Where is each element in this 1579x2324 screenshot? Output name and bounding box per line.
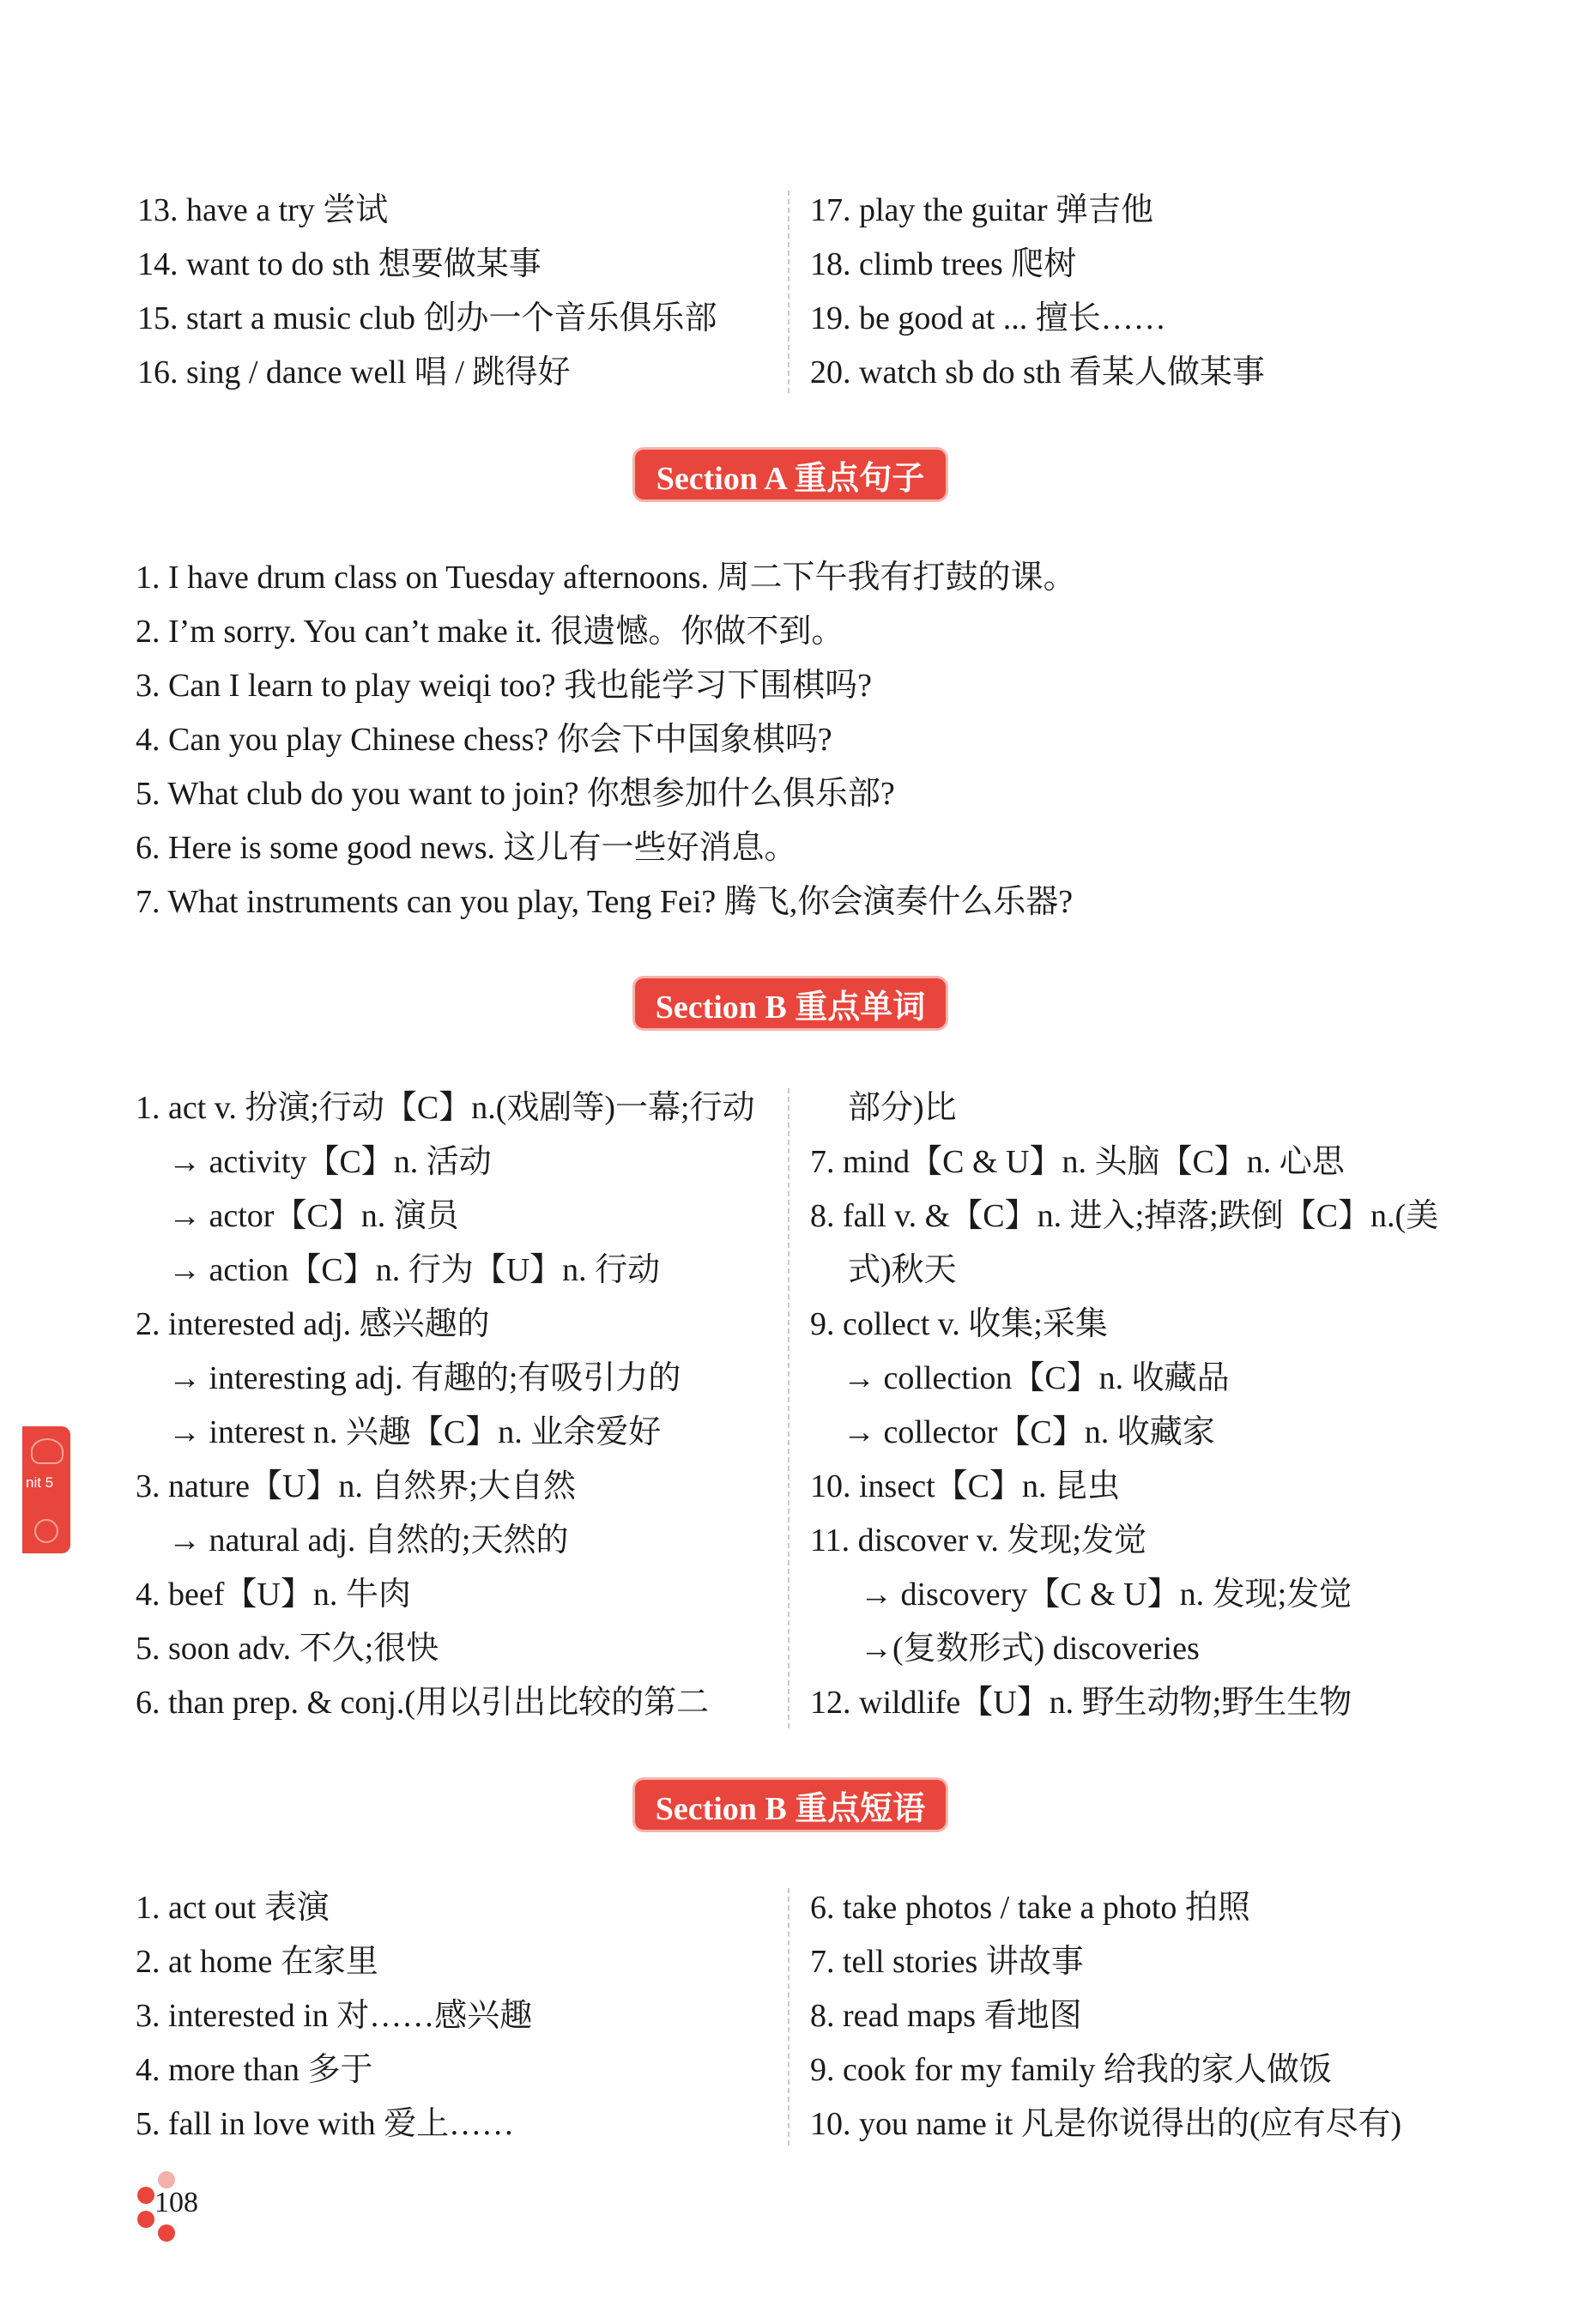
words-b-left-column <box>136 1081 755 1730</box>
sentences-a-list <box>136 551 1076 929</box>
word-entry: 12. wildlife【U】n. 野生动物;野生生物 <box>810 1685 1352 1721</box>
word-entry: 2. interested adj. 感兴趣的 <box>136 1306 490 1342</box>
phrase-item: 20. watch sb do sth 看某人做某事 <box>810 354 1265 390</box>
sentence-item: 6. Here is some good news. 这儿有一些好消息。 <box>136 830 797 866</box>
sentence-item: 5. What club do you want to join? 你想参加什么俱乐部? <box>136 776 895 812</box>
phrases-a-left-column <box>137 184 717 400</box>
phrase-item: 4. more than 多于 <box>136 2052 373 2088</box>
page-number: 108 <box>154 2187 198 2218</box>
word-entry: 6. than prep. & conj.(用以引出比较的第二 <box>136 1685 710 1721</box>
sentence-item: 3. Can I learn to play weiqi too? 我也能学习下围棋吗? <box>136 668 873 704</box>
sentence-item: 1. I have drum class on Tuesday afternoons. 周二下午我有打鼓的课。 <box>136 560 1076 596</box>
word-entry: 1. act v. 扮演;行动【C】n.(戏剧等)一幕;行动 <box>136 1090 755 1126</box>
section-header-sentences-a: Section A 重点句子 <box>635 450 946 499</box>
phrase-item: 18. climb trees 爬树 <box>810 246 1077 282</box>
unit-side-tab <box>22 1426 70 1553</box>
word-entry-continuation: 式)秋天 <box>848 1252 957 1288</box>
word-derivative: → natural adj. 自然的;天然的 <box>168 1522 569 1558</box>
column-divider <box>788 191 790 393</box>
word-entry: 11. discover v. 发现;发觉 <box>810 1522 1146 1558</box>
hexagon-icon <box>158 2224 175 2242</box>
word-entry: 10. insect【C】n. 昆虫 <box>810 1468 1120 1504</box>
sentence-item: 4. Can you play Chinese chess? 你会下中国象棋吗? <box>136 722 832 758</box>
phrase-item: 9. cook for my family 给我的家人做饭 <box>810 2052 1332 2088</box>
phrase-item: 6. take photos / take a photo 拍照 <box>810 1890 1250 1926</box>
word-entry: 5. soon adv. 不久;很快 <box>136 1631 439 1667</box>
words-b-right-column <box>810 1081 1438 1730</box>
word-entry: 8. fall v. &【C】n. 进入;掉落;跌倒【C】n.(美 <box>810 1198 1439 1234</box>
sentence-item: 2. I’m sorry. You can’t make it. 很遗憾。你做不到。 <box>136 614 844 650</box>
word-derivative: →(复数形式) discoveries <box>860 1631 1200 1667</box>
word-derivative: → interest n. 兴趣【C】n. 业余爱好 <box>168 1414 662 1450</box>
phrase-item: 7. tell stories 讲故事 <box>810 1944 1084 1980</box>
wing-icon <box>31 1438 64 1464</box>
phrase-item: 16. sing / dance well 唱 / 跳得好 <box>137 354 571 390</box>
section-header-phrases-b: Section B 重点短语 <box>635 1780 946 1830</box>
phrase-item: 17. play the guitar 弹吉他 <box>810 192 1153 228</box>
phrase-item: 1. act out 表演 <box>136 1890 330 1926</box>
phrase-item: 19. be good at ... 擅长…… <box>810 300 1166 336</box>
word-derivative: → interesting adj. 有趣的;有吸引力的 <box>168 1360 681 1396</box>
phrase-item: 10. you name it 凡是你说得出的(应有尽有) <box>810 2106 1402 2142</box>
hexagon-icon <box>158 2171 175 2188</box>
word-entry: 7. mind【C & U】n. 头脑【C】n. 心思 <box>810 1144 1345 1180</box>
word-derivative: → collector【C】n. 收藏家 <box>843 1414 1215 1450</box>
phrase-item: 13. have a try 尝试 <box>137 192 389 228</box>
phrase-item: 5. fall in love with 爱上…… <box>136 2106 515 2142</box>
phrase-item: 2. at home 在家里 <box>136 1944 378 1980</box>
section-header-words-b: Section B 重点单词 <box>635 978 946 1028</box>
word-entry: 9. collect v. 收集;采集 <box>810 1306 1108 1342</box>
word-derivative: → collection【C】n. 收藏品 <box>843 1360 1230 1396</box>
word-derivative: → action【C】n. 行为【U】n. 行动 <box>168 1252 661 1288</box>
word-entry: 4. beef【U】n. 牛肉 <box>136 1577 411 1613</box>
column-divider <box>788 1088 790 1728</box>
hexagon-icon <box>137 2187 154 2204</box>
word-derivative: → discovery【C & U】n. 发现;发觉 <box>860 1577 1352 1613</box>
column-divider <box>788 1888 790 2145</box>
phrases-a-right-column <box>810 184 1265 400</box>
phrases-b-left-column <box>136 1881 532 2152</box>
swirl-icon <box>34 1519 58 1543</box>
word-entry: 3. nature【U】n. 自然界;大自然 <box>136 1468 576 1504</box>
phrases-b-right-column <box>810 1881 1401 2152</box>
phrase-item: 15. start a music club 创办一个音乐俱乐部 <box>137 300 717 336</box>
phrase-item: 3. interested in 对……感兴趣 <box>136 1998 533 2034</box>
hexagon-icon <box>137 2211 154 2228</box>
sentence-item: 7. What instruments can you play, Teng Fei? 腾飞,你会演奏什么乐器? <box>136 884 1074 920</box>
phrase-item: 8. read maps 看地图 <box>810 1998 1082 2034</box>
unit-tab-label: nit 5 <box>26 1474 54 1491</box>
word-derivative: → activity【C】n. 活动 <box>168 1144 492 1180</box>
phrase-item: 14. want to do sth 想要做某事 <box>137 246 541 282</box>
word-entry-continuation: 部分)比 <box>848 1090 957 1126</box>
word-derivative: → actor【C】n. 演员 <box>168 1198 459 1234</box>
